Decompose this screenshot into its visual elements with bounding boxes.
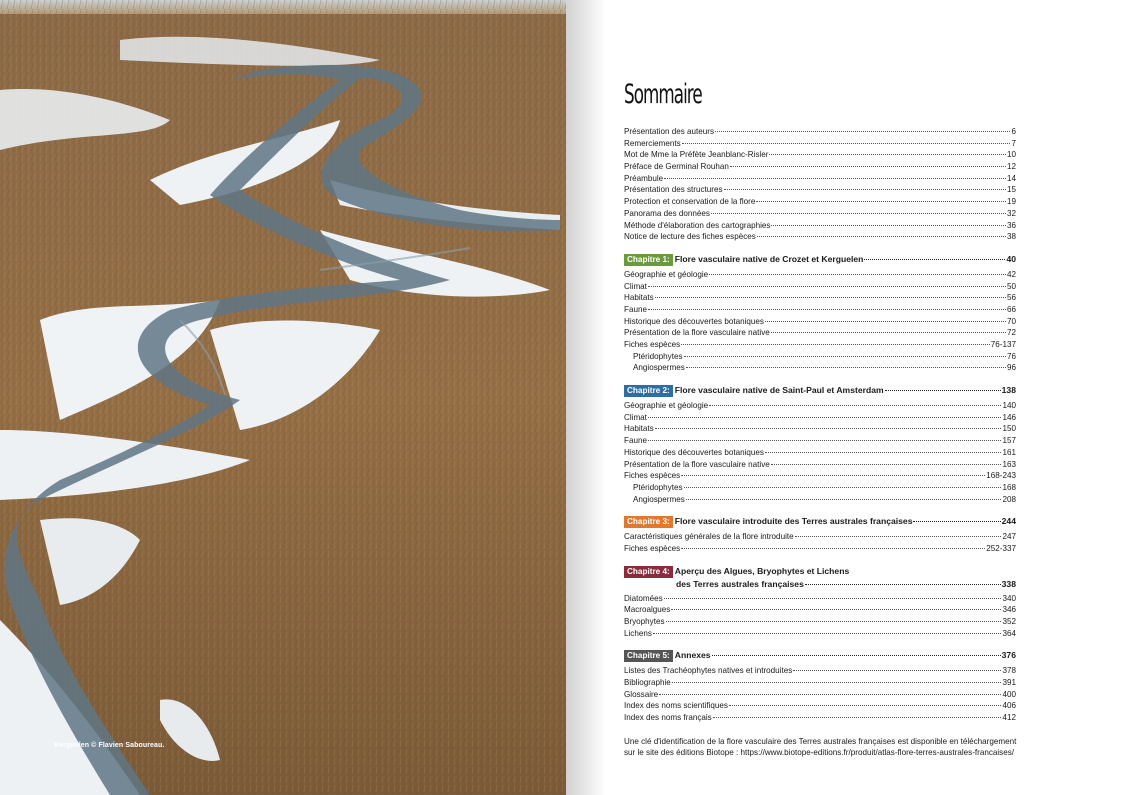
toc-entry[interactable]	[624, 400, 1016, 412]
toc-entry-title: Habitats	[624, 293, 654, 303]
toc-entry-title: Listes des Trachéophytes natives et introduites	[624, 666, 793, 676]
toc-entry-page: 50	[1006, 281, 1016, 291]
dot-leader	[729, 705, 1002, 706]
dot-leader	[659, 694, 1001, 695]
chapter-badge: Chapitre 1:	[624, 254, 673, 266]
toc-entry-title: Mot de Mme la Préfète Jeanblanc-Risler	[624, 150, 769, 160]
toc-entry-title: Notice de lecture des fiches espèces	[624, 232, 756, 242]
dot-leader	[793, 670, 1001, 671]
toc-entry[interactable]	[624, 604, 1016, 616]
toc-entry-page: 157	[1002, 436, 1016, 446]
toc-entry-page: 32	[1006, 208, 1016, 218]
toc-entry-page: 150	[1002, 424, 1016, 434]
dot-leader	[672, 682, 1002, 683]
toc-entry[interactable]	[624, 628, 1016, 640]
toc-entry-title: Présentation de la flore vasculaire native	[624, 328, 770, 338]
toc-entry-title: Climat	[624, 281, 647, 291]
toc-entry-page: 72	[1006, 328, 1016, 338]
dot-leader	[864, 259, 1005, 260]
toc-entry-page: 406	[1002, 701, 1016, 711]
toc-entry[interactable]	[624, 447, 1016, 459]
dot-leader	[805, 584, 1001, 585]
toc-entry-title: Préambule	[624, 173, 664, 183]
toc-entry-page: 96	[1006, 363, 1016, 373]
dot-leader	[885, 390, 1001, 391]
toc-entry-page: 412	[1002, 713, 1016, 723]
toc-entry-page: 76-137	[990, 340, 1016, 349]
toc-entry-page: 163	[1002, 459, 1016, 469]
dot-leader	[671, 609, 1001, 610]
footnote	[624, 736, 1016, 759]
dot-leader	[771, 225, 1006, 226]
toc-entry-title: Géographie et géologie	[624, 401, 709, 411]
toc-entry[interactable]	[624, 173, 1016, 185]
toc-entry-page: 42	[1006, 269, 1016, 279]
dot-leader	[682, 143, 1011, 144]
toc-entry-title: Bryophytes	[624, 617, 665, 626]
chapter-title: Flore vasculaire introduite des Terres australes françaises	[674, 516, 913, 527]
chapter-page: 40	[1006, 253, 1016, 264]
chapter-badge: Chapitre 3:	[624, 516, 673, 528]
dot-leader	[709, 405, 1001, 406]
toc-entry[interactable]	[624, 126, 1016, 138]
toc-entry[interactable]	[624, 470, 1016, 482]
dot-leader	[730, 166, 1006, 167]
chapter-heading[interactable]	[624, 565, 1016, 590]
toc-entry-page: 168	[1002, 482, 1016, 492]
chapter-heading[interactable]	[624, 384, 1016, 397]
chapter-title: Flore vasculaire native de Saint-Paul et Amsterdam	[674, 385, 884, 396]
toc-entry[interactable]	[624, 304, 1016, 316]
chapter-page: 338	[1001, 578, 1016, 589]
toc-entry[interactable]	[624, 482, 1016, 494]
dot-leader	[681, 344, 990, 345]
dot-leader	[655, 297, 1006, 298]
toc-entry-page: 400	[1002, 689, 1016, 699]
toc-entry[interactable]	[624, 459, 1016, 471]
toc-entry[interactable]	[624, 665, 1016, 677]
toc-entry-title: Climat	[624, 412, 647, 422]
toc-entry-page: 364	[1002, 628, 1016, 638]
page-title: Sommaire	[624, 79, 702, 110]
toc-entry-title: Lichens	[624, 628, 652, 638]
dot-leader	[655, 428, 1002, 429]
toc-entry-title: Présentation de la flore vasculaire native	[624, 459, 770, 469]
toc-entry-page: 6	[1011, 127, 1016, 136]
toc-entry-title: Diatomées	[624, 593, 663, 603]
dot-leader	[653, 633, 1002, 634]
dot-leader	[765, 452, 1002, 453]
dot-leader	[913, 521, 1000, 522]
toc-entry[interactable]	[624, 292, 1016, 304]
chapter-page: 376	[1001, 650, 1016, 661]
dot-leader	[648, 309, 1006, 310]
dot-leader	[686, 499, 1002, 500]
dot-leader	[709, 274, 1006, 275]
chapter-page: 244	[1001, 516, 1016, 527]
toc-entry-page: 66	[1006, 304, 1016, 314]
toc-entry-page: 346	[1002, 605, 1016, 615]
toc-entry-page: 10	[1006, 150, 1016, 160]
toc-entry-page: 391	[1002, 678, 1016, 688]
dot-leader	[795, 536, 1002, 537]
dot-leader	[664, 598, 1002, 599]
toc-entry-page: 56	[1006, 293, 1016, 303]
toc-entry-title: Index des noms scientifiques	[624, 701, 728, 711]
toc-entry-page: 36	[1006, 220, 1016, 230]
dot-leader	[771, 332, 1006, 333]
chapter-title: Aperçu des Algues, Bryophytes et Lichens	[674, 565, 850, 576]
toc-entry[interactable]	[624, 208, 1016, 220]
dot-leader	[664, 178, 1006, 179]
toc-entry[interactable]	[624, 281, 1016, 293]
chapter-heading[interactable]	[624, 649, 1016, 662]
toc-entry[interactable]	[624, 316, 1016, 328]
toc-entry-page: 352	[1002, 617, 1016, 626]
toc-entry-title: Angiospermes	[633, 494, 685, 504]
chapter-title-continued: des Terres australes françaises	[676, 578, 804, 589]
toc-page	[624, 78, 1016, 759]
toc-entry-title: Panorama des données	[624, 208, 710, 218]
dot-leader	[715, 131, 1010, 132]
toc-entry[interactable]	[624, 327, 1016, 339]
toc-entry[interactable]	[624, 339, 1016, 351]
chapter-badge: Chapitre 5:	[624, 650, 673, 662]
toc-entry[interactable]	[624, 196, 1016, 208]
dot-leader	[648, 286, 1006, 287]
dot-leader	[681, 548, 985, 549]
dot-leader	[648, 440, 1002, 441]
chapter-heading[interactable]	[624, 253, 1016, 266]
toc-entry-title: Présentation des structures	[624, 185, 723, 195]
toc-entry[interactable]	[624, 700, 1016, 712]
toc-entry-title: Fiches espèces	[624, 340, 681, 349]
toc-entry[interactable]	[624, 689, 1016, 701]
toc-entry[interactable]	[624, 149, 1016, 161]
toc-entry[interactable]	[624, 712, 1016, 724]
toc-entry-title: Bibliographie	[624, 678, 671, 688]
toc-entry-title: Méthode d'élaboration des cartographies	[624, 220, 771, 230]
toc-entry-title: Habitats	[624, 424, 654, 434]
toc-entry[interactable]	[624, 184, 1016, 196]
toc-entry-title: Préface de Germinal Rouhan	[624, 162, 729, 172]
toc-entry-title: Géographie et géologie	[624, 269, 709, 279]
toc-entry[interactable]	[624, 351, 1016, 363]
toc-entry-page: 70	[1006, 316, 1016, 326]
toc-entry-title: Présentation des auteurs	[624, 127, 714, 136]
toc-entry-page: 146	[1002, 412, 1016, 422]
dot-leader	[724, 189, 1006, 190]
dot-leader	[756, 201, 1006, 202]
toc-entry-page: 340	[1002, 593, 1016, 603]
toc-entry[interactable]	[624, 412, 1016, 424]
toc-entry-page: 208	[1002, 494, 1016, 504]
dot-leader	[681, 475, 985, 476]
toc-entry-page: 15	[1006, 185, 1016, 195]
chapter-badge: Chapitre 2:	[624, 385, 673, 397]
toc-entry-title: Historique des découvertes botaniques	[624, 447, 764, 457]
dot-leader	[769, 154, 1006, 155]
toc-entry-page: 140	[1002, 401, 1016, 411]
toc-entry-page: 14	[1006, 173, 1016, 183]
photo-caption: Kerguelen © Flavien Saboureau.	[54, 742, 165, 749]
toc-entry[interactable]	[624, 231, 1016, 243]
toc-entry[interactable]	[624, 677, 1016, 689]
toc-entry-title: Fiches espèces	[624, 471, 681, 481]
toc-entry-page: 247	[1002, 532, 1016, 542]
dot-leader	[713, 717, 1002, 718]
toc-entry-title: Angiospermes	[633, 363, 685, 373]
dot-leader	[712, 655, 1001, 656]
toc-entry-title: Historique des découvertes botaniques	[624, 316, 764, 326]
toc-entry[interactable]	[624, 616, 1016, 628]
toc-entry[interactable]	[624, 435, 1016, 447]
dot-leader	[684, 356, 1006, 357]
toc-entry-page: 76	[1006, 351, 1016, 361]
toc-entry-page: 12	[1006, 162, 1016, 172]
toc-entry-title: Macroalgues	[624, 605, 671, 615]
toc-entry-page: 38	[1006, 232, 1016, 242]
toc-entry[interactable]	[624, 161, 1016, 173]
toc-entry-page: 19	[1006, 197, 1016, 207]
toc-entry[interactable]	[624, 269, 1016, 281]
chapter-title: Annexes	[674, 650, 711, 661]
toc-entry-page: 252-337	[986, 543, 1016, 553]
toc-entry-title: Index des noms français	[624, 713, 712, 723]
chapter-page: 138	[1001, 385, 1016, 396]
toc-entry-page: 161	[1002, 447, 1016, 457]
chapter-heading[interactable]	[624, 515, 1016, 528]
toc-entry[interactable]	[624, 494, 1016, 506]
dot-leader	[648, 417, 1002, 418]
toc-entry-page: 7	[1011, 138, 1016, 148]
toc-entry-title: Ptéridophytes	[633, 482, 683, 492]
toc-entry-page: 168-243	[986, 471, 1016, 481]
toc-entry[interactable]	[624, 531, 1016, 543]
book-gutter-shadow	[566, 0, 606, 795]
toc-entry-title: Protection et conservation de la flore	[624, 197, 756, 207]
toc-entry-title: Faune	[624, 436, 647, 446]
toc-entry[interactable]	[624, 543, 1016, 555]
dot-leader	[686, 367, 1006, 368]
toc-intro-list	[624, 126, 1016, 243]
dot-leader	[666, 621, 1002, 622]
toc-entry[interactable]	[624, 423, 1016, 435]
dot-leader	[757, 236, 1006, 237]
dot-leader	[765, 321, 1006, 322]
toc-entry-title: Glossaire	[624, 689, 659, 699]
toc-entry-title: Faune	[624, 304, 647, 314]
dot-leader	[711, 213, 1006, 214]
toc-chapters	[624, 253, 1016, 724]
toc-entry[interactable]	[624, 593, 1016, 605]
toc-entry-title: Fiches espèces	[624, 543, 681, 553]
toc-entry[interactable]	[624, 138, 1016, 150]
footnote-line-2: sur le site des éditions Biotope : https://www.biotope-editions.fr/produit/atlas-flore-terres-australes-francaises/	[624, 748, 1015, 758]
chapter-badge: Chapitre 4:	[624, 566, 673, 578]
toc-entry[interactable]	[624, 362, 1016, 374]
toc-entry-page: 378	[1002, 666, 1016, 676]
toc-entry-title: Remerciements	[624, 138, 681, 148]
footnote-line-1: Une clé d'identification de la flore vasculaire des Terres australes françaises est disponible en téléchargement	[624, 736, 1017, 746]
toc-entry[interactable]	[624, 220, 1016, 232]
dot-leader	[771, 464, 1002, 465]
toc-entry-title: Caractéristiques générales de la flore introduite	[624, 532, 794, 542]
dot-leader	[684, 487, 1002, 488]
chapter-title: Flore vasculaire native de Crozet et Kerguelen	[674, 253, 864, 264]
toc-entry-title: Ptéridophytes	[633, 351, 683, 361]
